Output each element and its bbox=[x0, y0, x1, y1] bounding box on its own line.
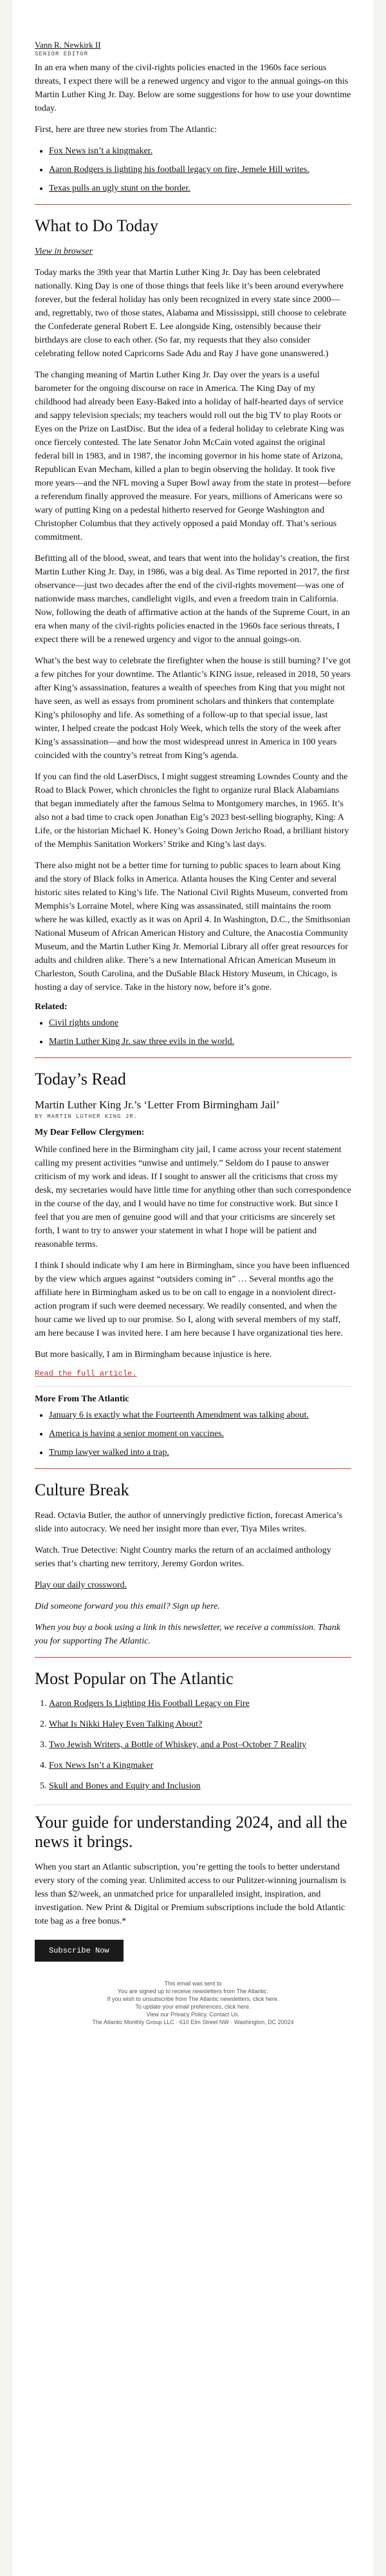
related-link[interactable]: • Martin Luther King Jr. saw three evils in the world. bbox=[49, 1035, 351, 1048]
footer-preferences[interactable]: To update your email preferences, click here. bbox=[135, 2003, 251, 2010]
section-heading-what-to-do: What to Do Today bbox=[35, 216, 158, 235]
section-heading-todays-read: Today’s Read bbox=[35, 1070, 126, 1088]
body-paragraph: There also might not be a better time for turning to public spaces to learn about King and the story of Black folks in America. Atlanta houses the King Center and several historic sites related to King’s life. The National Civil Rights Museum, converted from Memphis’s Lorraine Motel, where King was assassinated, still maintains the room where he was killed, exactly as it was on April 4. In Washington, D.C., the Smithsonian National Museum of African American History and Culture, the Anacostia Community Museum, and the Martin Luther King Jr. Memorial Library all offer great resources for adults and children alike. There’s a new International African American Museum in Charleston, South Carolina, and the DuSable Black History Museum, in Chicago, is hosting a day of service. Take in the history now, before it’s gone. bbox=[35, 861, 351, 992]
story-list bbox=[35, 144, 351, 195]
crossword-link[interactable]: Play our daily crossword. bbox=[35, 1580, 127, 1590]
section-divider bbox=[35, 1057, 351, 1058]
most-popular-list bbox=[35, 1698, 351, 1793]
read-paragraph: I think I should indicate why I am here in Birmingham, since you have been influenced by the view which argues against “outsiders coming in” … Several months ago the affiliate here in Birmingham asked us to be on call to engage in a nonviolent direct-action program if such were deemed necessary. We readily consented, and when the hour came we lived up to our promise. So I, along with several members of my staff, am here because I was invited here. I am here because I have organizational ties here. bbox=[35, 1261, 350, 1338]
intro-paragraph: In an era when many of the civil-rights policies enacted in the 1960s face serious threats, I expect there will be a renewed urgency and vigor to the annual goings-on this Martin Luther King Jr. Day. Below are some suggestions for how to use your downtime today. bbox=[35, 63, 351, 113]
related-list bbox=[35, 1016, 351, 1048]
more-from-link[interactable]: • America is having a senior moment on vaccines. bbox=[49, 1427, 351, 1441]
footer-privacy[interactable]: View our Privacy Policy. Contact Us. bbox=[146, 2011, 240, 2018]
read-salutation: My Dear Fellow Clergymen: bbox=[35, 1128, 145, 1137]
section-divider bbox=[35, 204, 351, 205]
footer bbox=[35, 1976, 351, 2026]
body-paragraph: The changing meaning of Martin Luther King Jr. Day over the years is a useful barometer for the ongoing discourse on race in America. The King Day of my childhood had already been Easy-Baked into a holiday of half-hearted days of service and sappy television specials; my teachers would roll out the big TV to play Roots or Eyes on the Prize on LastDisc. But the idea of a federal holiday to celebrate King was once fiercely contested. The late Senator John McCain voted against the original federal bill in 1983, and in 1987, the incoming governor in his home state of Arizona, Republican Evan Mecham, killed a plan to begin observing the holiday. It took five more years—and the NFL moving a Super Bowl away from the state in protest—before a referendum finally approved the measure. For years, millions of Americans were so wary of putting King on a pedestal hitherto reserved for George Washington and Christopher Columbus that they actively opposed a paid Monday off. That’s serious commitment. bbox=[35, 370, 351, 542]
story-link[interactable]: • Texas pulls an ugly stunt on the border. bbox=[49, 182, 351, 195]
popular-link[interactable]: 4. Fox News Isn’t a Kingmaker bbox=[49, 1759, 351, 1772]
intro-lead: First, here are three new stories from The Atlantic: bbox=[35, 125, 217, 135]
story-link[interactable]: • Aaron Rodgers is lighting his football legacy on fire, Jemele Hill writes. bbox=[49, 163, 351, 176]
more-from-list bbox=[35, 1408, 351, 1459]
guide-heading: Your guide for understanding 2024, and all the news it brings. bbox=[35, 1813, 347, 1851]
section-divider bbox=[35, 1468, 351, 1469]
forward-signup[interactable]: Did someone forward you this email? Sign up here. bbox=[35, 1602, 220, 1611]
body-paragraph: Today marks the 39th year that Martin Luther King Jr. Day has been celebrated nationally. King Day is one of those things that feels like it’s been around everywhere forever, but the federal holiday has only been recognized in every state since 2000—and, regrettably, two of those states, Alabama and Mississippi, still choose to celebrate the Confederate general Robert E. Lee alongside King, ostensibly because their birthdays are close to each other. (So far, my requests that they also consider celebrating fellow noted Capricorns Sade Adu and Ray J have gone unanswered.) bbox=[35, 268, 347, 359]
author-block bbox=[35, 40, 351, 57]
footer-line: You are signed up to receive newsletters from The Atlantic. bbox=[117, 1988, 269, 1994]
read-byline: BY MARTIN LUTHER KING JR. bbox=[35, 1113, 138, 1120]
popular-link[interactable]: 1. Aaron Rodgers Is Lighting His Football Legacy on Fire bbox=[49, 1698, 351, 1710]
more-from-link[interactable]: • Trump lawyer walked into a trap. bbox=[49, 1446, 351, 1459]
body-paragraph: What’s the best way to celebrate the firefighter when the house is still burning? I’ve got a few pitches for your downtime. The Atlantic’s KING issue, released in 2018, 50 years after King’s assassination, features a wealth of speeches from King that you might not have seen, as well as essays from prominent scholars and thinkers that contemplate King’s philosophy and life. As something of a follow-up to that special issue, last winter, I helped create the podcast Holy Week, which tells the story of the week after King’s assassination—and how the most widespread unrest in America in 100 years coincided with the country’s retreat from King’s agenda. bbox=[35, 656, 351, 761]
body-paragraph: Befitting all of the blood, sweat, and tears that went into the holiday’s creation, the first Martin Luther King Jr. Day, in 1986, was a big deal. As Time reported in 2017, the first observance—just two decades after the end of the civil-rights movement—was one of nationwide mass marches, candlelight vigils, and even a freedom train in California. Now, following the death of affirmative action at the hands of the Supreme Court, in an era when many of the civil-rights policies enacted in the 1960s face serious threats, I expect there will be a renewed urgency and vigor to the annual goings-on. bbox=[35, 554, 350, 645]
culture-watch: Watch. True Detective: Night Country marks the return of an acclaimed anthology series that’s charting new territory, Jeremy Gordon writes. bbox=[35, 1546, 331, 1569]
more-from-label: More From The Atlantic bbox=[35, 1394, 129, 1404]
body-paragraph: If you can find the old LaserDiscs, I might suggest streaming Lowndes County and the Road to Black Power, which chronicles the fight to organize rural Black Alabamians that began immediately after the famous Selma to Montgomery marches, in 1965. It’s also not a bad time to crack open Jonathan Eig’s 2023 best-selling biography, King: A Life, or the historian Michael K. Honey’s Going Down Jericho Road, a brilliant history of the Memphis Sanitation Workers’ Strike and King’s last days. bbox=[35, 772, 349, 849]
story-link[interactable]: • Fox News isn’t a kingmaker. bbox=[49, 144, 351, 158]
footer-unsubscribe[interactable]: If you wish to unsubscribe from The Atlantic newsletters, click here. bbox=[107, 1996, 279, 2002]
culture-read: Read. Octavia Butler, the author of unnervingly predictive fiction, forecast America’s slide into autocracy. We need her insight more than ever, Tiya Miles writes. bbox=[35, 1511, 342, 1534]
footer-address: The Atlantic Monthly Group LLC · 610 Elm Street NW · Washington, DC 20024 bbox=[92, 2019, 294, 2025]
section-heading-culture-break: Culture Break bbox=[35, 1481, 129, 1499]
divider bbox=[35, 1386, 351, 1387]
commission-note: When you buy a book using a link in this newsletter, we receive a commission. Thank you for supporting The Atlantic. bbox=[35, 1623, 341, 1646]
view-in-browser-link[interactable]: View in browser bbox=[35, 247, 93, 256]
author-role: SENIOR EDITOR bbox=[35, 51, 89, 57]
read-paragraph: But more basically, I am in Birmingham because injustice is here. bbox=[35, 1350, 272, 1359]
section-heading-most-popular: Most Popular on The Atlantic bbox=[35, 1669, 234, 1688]
guide-body: When you start an Atlantic subscription, you’re getting the tools to better understand every story of the coming year. Unlimited access to our Pulitzer-winning journalism is less than $2/week, an unmatched price for unparalleled insight, inspiration, and investigation. New Print & Digital or Premium subscriptions include the bold Atlantic tote bag as a free bonus.* bbox=[35, 1862, 346, 1926]
section-divider bbox=[35, 1657, 351, 1658]
related-link[interactable]: • Civil rights undone bbox=[49, 1016, 351, 1030]
popular-link[interactable]: 2. What Is Nikki Haley Even Talking About? bbox=[49, 1718, 351, 1731]
divider bbox=[35, 1804, 351, 1805]
author-link[interactable]: Vann R. Newkirk II bbox=[35, 40, 101, 50]
popular-link[interactable]: 5. Skull and Bones and Equity and Inclusion bbox=[49, 1780, 351, 1793]
subscribe-button[interactable]: Subscribe Now bbox=[35, 1940, 124, 1962]
popular-link[interactable]: 3. Two Jewish Writers, a Bottle of Whiskey, and a Post–October 7 Reality bbox=[49, 1739, 351, 1752]
email-page bbox=[13, 0, 373, 2576]
read-full-article-link[interactable]: Read the full article. bbox=[35, 1369, 137, 1378]
read-paragraph: While confined here in the Birmingham city jail, I came across your recent statement calling my present activities “unwise and untimely.” Seldom do I pause to answer criticism of my work and ideas. If I sought to answer all the criticisms that cross my desk, my secretaries would have little time for anything other than such correspondence in the course of the day, and I would have no time for constructive work. But since I feel that you are men of genuine good will and that your criticisms are sincerely set forth, I want to try to answer your statement in what I hope will be patient and reasonable terms. bbox=[35, 1145, 351, 1249]
footer-line: This email was sent to bbox=[164, 1980, 222, 1987]
related-label: Related: bbox=[35, 1002, 68, 1012]
read-title: Martin Luther King Jr.’s ‘Letter From Birmingham Jail’ bbox=[35, 1099, 280, 1111]
more-from-link[interactable]: • January 6 is exactly what the Fourteenth Amendment was talking about. bbox=[49, 1408, 351, 1422]
